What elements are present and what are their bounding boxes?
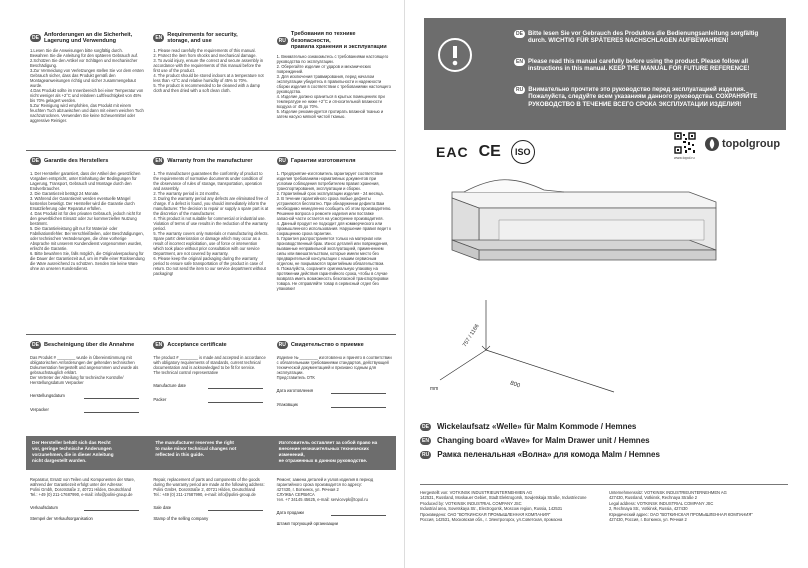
form-label: Stempel der Verkaufsorganisation bbox=[30, 516, 93, 521]
section-text: 1. Der Hersteller garantiert, dass der Artikel den gesetzlichen Vorgaben entspricht, unter Einhaltung der Bedingungen für Lagerung, Transport, Gebrauch und Montage durch den Endverbraucher. 2. Die Garantiezeit beträgt 24 Monate. 3. Während der Garantiezeit werden eventuelle Mängel kostenlos beseitigt. Der Hersteller wird die Garantie durch Ersatzlieferung oder Reparatur erfüllen. 4. Das Produkt ist für den privaten Gebrauch, jedoch nicht für den gewerblichen Einsatz oder zur kommerziellen Nutzung bestimmt. 5. Die Garantieleistung gilt nur für Material- oder Fabrikationsfehler. Bei Verschleißteilen, oder Beschädigungen, oder technischen Veränderungen, die ohne vorherige Absprache mit unserem Kundendienst vorgenommen wurden, erlischt die Garantie. 6. Bitte bewahren Sie, falls möglich, die Originalverpackung für die Dauer der Garantiezeit auf, um im Falle einer Rücksendung die Ware ausreichend zu schützen. Senden Sie keine Ware ohne an unseren Kundendienst. bbox=[30, 171, 145, 271]
manufacturer-footer bbox=[420, 484, 788, 522]
form-label: Sale date bbox=[153, 505, 172, 510]
service-text: Ремонт, замена деталей и узлов изделия в период гарантийного срока производится по адресу: 427430, г. Воткинск, ул. Речная 2 СЛУЖБА СЕРВИСА тел. +7 34145 45625, e-mail: servicevpk@topol.ru bbox=[276, 477, 374, 502]
form-row bbox=[30, 516, 145, 521]
section-text: 1. The manufacturer guarantees the conformity of product to the requirements of normative documents under condition of the observance of rules of storage, transportation, operation and assembly. 2. The warranty period is 24 months. 3. During the warranty period any defects are eliminated free of charge. If a defect is found, you should immediately inform the manufacturer. The decision to repair or supply a spare part is at the discretion of the manufacturer. 4. This product is not suitable for commercial or industrial use. Violation of terms of use results in the reduction of the warranty period. 5. The warranty covers only materials or manufacturing defects. Spare parts' deterioration or damage which may occur as a result of incorrect exploitation, use of force or intervention which took place without prior consultation with our service Department, are not covered by warranty. 6. Please keep the original packaging during the warranty period to ensure safe transportation of the product in case of return. Do not send the item to our service department without packaging! bbox=[153, 171, 269, 276]
safety-col-ru bbox=[273, 28, 396, 123]
product-name: Рамка пеленальная «Волна» для комода Malm / Hemnes bbox=[437, 450, 660, 459]
eac-mark-icon: EAC bbox=[436, 144, 469, 160]
safety-col-de bbox=[26, 28, 149, 123]
topol-leaf-icon bbox=[704, 136, 720, 152]
lang-badge: DE bbox=[32, 342, 39, 348]
warning-en bbox=[514, 58, 776, 73]
service-text: Reparatur, Ersatz von Teilen und Komponenten der Ware, während der Garantiezeit erfolgt unter der Adresse: Polini Gmbh, Dorotstraße 2, 40721 Hilden, Deutschland Tel.: +49 (0) 211-17687990, e-mail: info@polini-group.de bbox=[30, 477, 135, 497]
section-title: Acceptance certificate bbox=[167, 341, 227, 348]
notice-de: Der Hersteller behält sich das Recht vor, geringe technische Änderungen vorzunehmen, die in dieser Anleitung nicht dargestellt wurden. bbox=[32, 440, 114, 463]
qr-code-icon bbox=[674, 132, 696, 154]
form-row bbox=[277, 402, 392, 408]
section-text: Das Produkt # ________ wurde in Übereinstimmung mit obligatorischen Anforderungen der geltenden technischen Dokumentation hergestellt und angenommen und wurde als gebrauchstauglich erklärt. Der Vertreter der Abteilung für technische Kontrolle/ Herstellungsdatum Verpacker bbox=[30, 355, 139, 385]
form-line[interactable] bbox=[331, 402, 386, 408]
section-title: Anforderungen an die Sicherheit, Lagerung und Verwendung bbox=[43, 31, 133, 44]
manufacturer-address: Hergestellt von: VOTKINSK INDUSTRIEUNTERNEHMEN AG 142531, Russland, Moskauer Gebiet, Stadt Elektrogorsk, Sowjetskaja Straße, Industriezone Produced by: VOTKINSK INDUSTRIAL COMPANY JSC Industrial area, Sovetskaya Str., Electrogorsk, Moscow region, Russia, 142531 Произведено: ОАО "ВОТКИНСКАЯ ПРОМЫШЛЕННАЯ КОМПАНИЯ" Россия, 142531, Московская обл., г. Электрогорск, ул.Советская, промзона bbox=[420, 490, 587, 523]
form-label: Упаковщик bbox=[276, 402, 298, 407]
lang-badge: RU bbox=[278, 158, 286, 164]
lang-badge: DE bbox=[422, 423, 429, 430]
section-title: Bescheinigung über die Annahme bbox=[43, 341, 135, 348]
product-drawing bbox=[404, 170, 808, 410]
warning-de bbox=[514, 30, 776, 45]
form-label: Verkaufsdatum bbox=[30, 505, 58, 510]
section-title: Требования по технике безопасности, правила хранения и эксплуатации bbox=[290, 31, 387, 50]
service-col-ru bbox=[273, 474, 396, 526]
notice-en: The manufacturer reserves the right to make minor technical changes not reflected in this guide. bbox=[155, 440, 237, 457]
service-col-de bbox=[26, 474, 149, 526]
warranty-col-en bbox=[149, 151, 272, 291]
section-text: Изделие № ________ изготовлено и принято в соответствии с обязательными требованиями стандартов, действующей технической документацией и признано годным для эксплуатации. Представитель ОТК bbox=[276, 355, 392, 380]
form-row bbox=[277, 388, 392, 394]
form-row bbox=[30, 505, 145, 511]
service-section bbox=[26, 474, 396, 560]
lang-badge: RU bbox=[278, 37, 286, 44]
form-row bbox=[30, 393, 145, 399]
changes-notice-bar bbox=[26, 436, 396, 470]
depth-dimension-line bbox=[440, 350, 486, 380]
certification-logos bbox=[436, 140, 535, 164]
form-row bbox=[153, 383, 268, 389]
safety-col-en bbox=[149, 28, 272, 123]
product-name: Changing board «Wave» for Malm Drawer unit / Hemnes bbox=[436, 436, 650, 445]
website-url: www.topol.ru bbox=[674, 156, 695, 160]
width-dimension-label: 800 bbox=[509, 380, 521, 390]
form-label: Verpacker bbox=[30, 407, 49, 412]
product-name-ru bbox=[420, 450, 780, 459]
form-row bbox=[277, 510, 392, 516]
form-label: Manufacture date bbox=[153, 383, 186, 388]
acceptance-col-de bbox=[26, 335, 149, 413]
depth-dimension-label: 757 / 1166 bbox=[462, 323, 481, 349]
warranty-col-de bbox=[26, 151, 149, 291]
form-row bbox=[153, 516, 268, 521]
product-name-de bbox=[420, 422, 780, 431]
lang-badge: EN bbox=[422, 437, 429, 444]
warning-text: Bitte lesen Sie vor Gebrauch des Produktes die Bedienungsanleitung sorgfältig durch. WICHTIG FÜR SPÄTERES NACHSCHLAGEN AUFBEWAHREN! bbox=[527, 30, 759, 45]
warning-text: Please read this manual carefully before using the product. Please follow all instructions in this manual. KEEP THE MANUAL FOR FUTURE REFERENCE! bbox=[527, 58, 750, 73]
form-label: Packer bbox=[153, 397, 167, 402]
lang-badge: EN bbox=[155, 35, 163, 41]
lang-badge: EN bbox=[155, 342, 163, 348]
unit-label: mm bbox=[430, 386, 439, 392]
lang-badge: RU bbox=[516, 87, 524, 93]
section-title: Гарантии изготовителя bbox=[290, 157, 356, 164]
acceptance-section bbox=[26, 334, 396, 431]
lang-badge: DE bbox=[32, 35, 39, 41]
section-text: 1. Предприятие-изготовитель гарантирует соответствие изделия требованиям нормативных документов при условии соблюдения потребителем правил хранения, транспортирования, эксплуатации и сборки. 2. Гарантийный срок эксплуатации изделия - 24 месяца. 3. В течение гарантийного срока любые дефекты устраняются бесплатно. При обнаружении дефекта Вам необходимо немедленно сообщить об этом производителю. Решение вопроса о ремонте изделия или поставке запасной части остается на усмотрение производителя. 4. Данный продукт не подходит для коммерческого или промышленного использования. Нарушение правил ведет к сокращению срока гарантии. 5. Гарантия распространяется только на материал или производственный брак. Износ деталей или повреждения, вызванные неправильной эксплуатацией, применением силы или вмешательством, которые имели место без предварительной консультации с нашим сервисным отделом, не покрываются гарантийным обязательством. 6. Пожалуйста, сохраните оригинальную упаковку на протяжении действия гарантийного срока, чтобы в случае возврата иметь возможность безопасной транспортировки товара. Не отправляйте товар в сервисный отдел без упаковки! bbox=[276, 171, 392, 291]
lang-badge: DE bbox=[32, 158, 39, 164]
warranty-section bbox=[26, 150, 396, 331]
service-text: Repair, replacement of parts and components of the goods during the warranty period are made at the following address: Polini GmbH, Dorotstraße 2, 40721 Hilden, Deutschland Tel.: +49 (0) 211-17687990, e-mail: info@polini-group.de bbox=[153, 477, 265, 497]
form-label: Штамп торгующей организации bbox=[276, 521, 338, 526]
form-label: Stamp of the selling company bbox=[153, 516, 209, 521]
form-label: Herstellungsdatum bbox=[30, 393, 65, 398]
form-line[interactable] bbox=[208, 383, 263, 389]
warning-ru bbox=[514, 86, 776, 108]
lang-badge: EN bbox=[155, 158, 163, 164]
form-line[interactable] bbox=[84, 407, 139, 413]
form-line[interactable] bbox=[84, 393, 139, 399]
form-line[interactable] bbox=[84, 505, 139, 511]
lang-badge: EN bbox=[516, 59, 523, 65]
section-text: 1.Lesen Sie die Anweisungen bitte sorgfältig durch. Bewahren Sie die Anleitung für den späteren Gebrauch auf. 2.Schützen Sie den Artikel vor Schlägen und mechanischer Beschädigung. 3.Zur Vermeidung von Verletzungen stellen Sie vor dem ersten Gebrauch sicher, dass das Produkt gemäß den Montageanweisungen richtig und sicher zusammengebaut wurde. 4.Das Produkt sollte im Innenbereich bei einer Temperatur von nicht weniger als +2°C und relativen Luftfeuchtigkeit von 45% bis 70% gelagert werden. 5.Zur Reinigung wird empfohlen, das Produkt mit einem feuchten Tuch abzuwischen und dann mit einem weichen Tuch nachzutrocknen. Verwenden Sie keine Scheuermittel oder aggressive Reiniger. bbox=[30, 48, 144, 123]
form-line[interactable] bbox=[331, 510, 386, 516]
exclamation-icon bbox=[438, 38, 472, 72]
form-label: Дата изготовления bbox=[276, 388, 314, 393]
form-line[interactable] bbox=[331, 388, 386, 394]
brand-name: topolgroup bbox=[722, 138, 781, 150]
product-name: Wickelaufsatz «Welle» für Malm Kommode / Hemnes bbox=[436, 422, 637, 431]
lang-badge: RU bbox=[278, 342, 286, 348]
section-title: Warranty from the manufacturer bbox=[167, 157, 253, 164]
section-title: Garantie des Herstellers bbox=[43, 157, 109, 164]
notice-ru: Изготовитель оставляет за собой право на внесение незначительных технических изменений, не отраженных в данном руководстве. bbox=[278, 440, 378, 463]
form-row bbox=[153, 505, 268, 511]
product-name-en bbox=[420, 436, 780, 445]
section-text: 1. Внимательно ознакомьтесь с требованиями настоящего руководства по эксплуатации. 2. Оберегайте изделие от ударов и механических повреждений. 3. Для исключения травмирования, перед началом эксплуатации убедитесь в правильности и надежности сборки изделия в соответствии с требованиями настоящего руководства. 4. Изделие должно храниться в крытых помещениях при температуре не ниже +2°С и относительной влажности воздуха от 45 до 70%. 5. Изделие рекомендуется протирать влажной тканью и затем насухо мягкой чистой тканью. bbox=[276, 53, 391, 119]
form-row bbox=[153, 397, 268, 403]
read-manual-warning bbox=[424, 18, 786, 130]
section-text: 1. Please read carefully the requirements of this manual. 2. Protect the item from shocks and mechanical damage. 3. To avoid injury, ensure the correct and secure assembly in accordance with the requirements of this manual before the first use of the product. 4. The product should be stored indoors at a temperature not less than +2°C and relative humidity of 45% to 70%. 5. The product is recommended to be cleaned with a damp cloth and then dried with a soft clean cloth. bbox=[153, 48, 264, 93]
form-line[interactable] bbox=[208, 505, 263, 511]
warranty-col-ru bbox=[273, 151, 396, 291]
lang-badge: RU bbox=[422, 451, 430, 458]
width-dimension-line bbox=[486, 350, 614, 392]
safety-section bbox=[26, 28, 396, 146]
legal-address: Unternehmenssitz: VOTKINSK INDUSTRIEUNTERNEHMEN AG 427430, Russland, Votkinsk, Rechnaya Straße 2 Legal address: VOTKINSK INDUSTRIAL COMPANY JSC 2, Rechnaya Str., Votkinsk, Russia, 427430 Юридический адрес: ОАО "ВОТКИНСКАЯ ПРОМЫШЛЕННАЯ КОМПАНИЯ" 427430, Россия, г. Воткинск, ул. Речная 2 bbox=[609, 490, 753, 523]
form-label: Дата продажи bbox=[276, 510, 304, 515]
acceptance-col-ru bbox=[273, 335, 396, 413]
lang-badge: DE bbox=[516, 31, 523, 37]
form-row bbox=[30, 407, 145, 413]
form-line[interactable] bbox=[208, 397, 263, 403]
brand-logo bbox=[704, 136, 780, 152]
iso-mark-icon: ISO bbox=[511, 140, 535, 164]
ce-mark-icon: CE bbox=[478, 143, 501, 160]
form-row bbox=[277, 521, 392, 526]
section-text: The product # ________ is made and accepted in accordance with obligatory requirements of standards, current technical documentation and is acknowledged to be fit for service. The technical control representative bbox=[153, 355, 266, 375]
warning-text: Внимательно прочтите это руководство перед эксплуатацией изделия. Пожалуйста, следуйте всем указаниям данного руководства. СОХРАНЯЙТЕ РУКОВОДСТВО В ТЕЧЕНИЕ ВСЕГО СРОКА ЭКСПЛУАТАЦИИ ИЗДЕЛИЯ! bbox=[528, 86, 758, 108]
service-col-en bbox=[149, 474, 272, 526]
section-title: Свидетельство о приемке bbox=[290, 341, 364, 348]
section-title: Requirements for security, storage, and use bbox=[167, 31, 238, 44]
acceptance-col-en bbox=[149, 335, 272, 413]
